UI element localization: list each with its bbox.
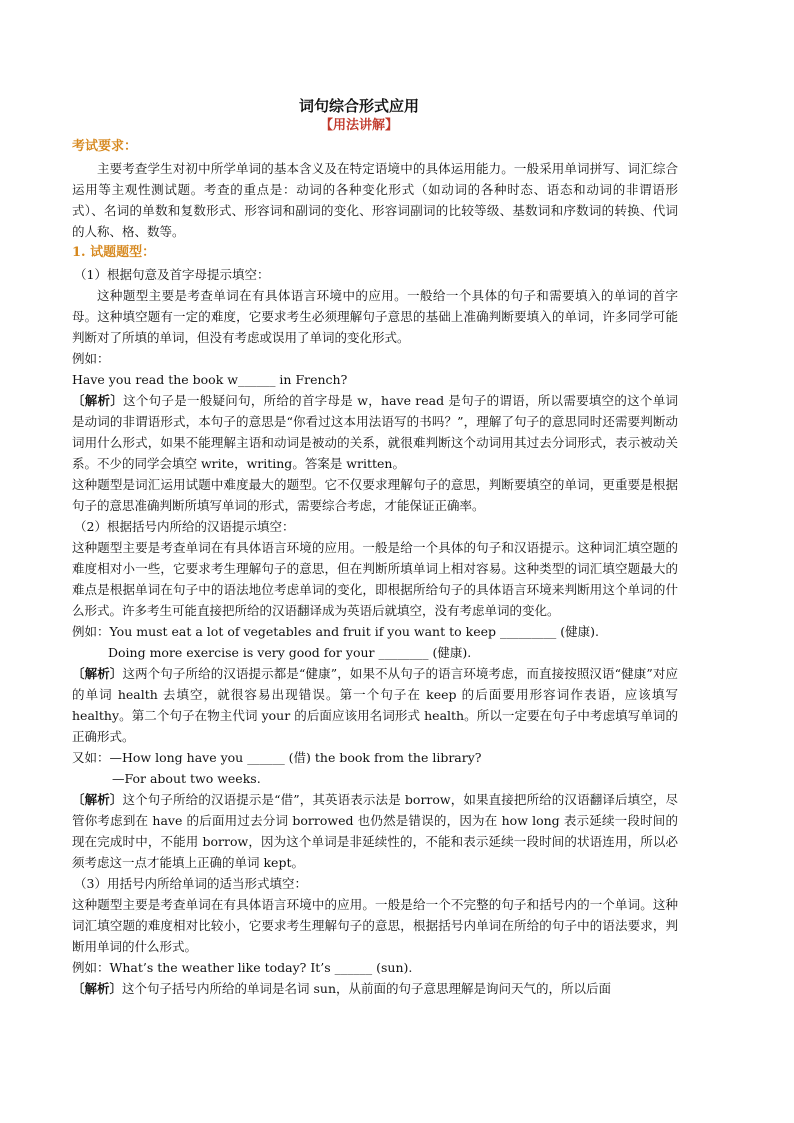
subsection-2-analysis-2 <box>72 789 678 873</box>
subsection-1-analysis <box>72 390 678 474</box>
subsection-2-example-4: —For about two weeks. <box>112 771 261 786</box>
subsection-3-heading: （3）用括号内所给单词的适当形式填空： <box>74 876 307 891</box>
subsection-3-paragraph: 这种题型主要是考查单词在有具体语言环境中的应用。一般是给一个不完整的句子和括号内的一个单词。这种词汇填空题的难度相对比较小，它要求考生理解句子的意思，根据括号内单词在所给的句子中的语法要求，判断用单词的什么形式。 <box>72 897 678 954</box>
analysis-tag: 〔解析〕 <box>72 393 124 408</box>
subsection-2-paragraph: 这种题型主要是考查单词在有具体语言环境的应用。一般是给一个具体的句子和汉语提示。这种词汇填空题的难度相对小一些，它要求考生理解句子的意思，但在判断所填单词上相对容易。这种类型的词汇填空题最大的难点是根据单词在句子中的语法地位考虑单词的变化，即根据所给句子的具体语言环境来判断用这个单词的什么形式。许多考生可能直接把所给的汉语翻译成为英语后就填空，没有考虑单词的变化。 <box>72 540 678 618</box>
analysis-text: 这个句子所给的汉语提示是“借”，其英语表示法是 borrow，如果直接把所给的汉语翻译后填空，尽管你考虑到在 have 的后面用过去分词 borrowed 也仍然是错误的，因为在 how long 表示延续一段时间的现在完成时中，不能用 borrow，因为这个单词是非延续性的，不能和表示延续一段时间的状语连用，所以必须考虑这一点才能填上正确的单词 kept。 <box>72 792 678 870</box>
analysis-tag: 〔解析〕 <box>72 981 123 996</box>
subsection-1-example-label: 例如： <box>72 351 110 366</box>
subsection-3-analysis <box>72 978 678 999</box>
page-title: 词句综合形式应用 <box>298 97 419 115</box>
document-page <box>72 96 678 999</box>
exam-requirements-heading: 考试要求： <box>72 139 138 154</box>
subsection-2-example-3: 又如：—How long have you ______ (借) the book from the library? <box>72 750 482 765</box>
subsection-3-example: 例如：What’s the weather like today? It’s ______ (sun). <box>72 960 413 975</box>
section-question-types-heading: 1. 试题题型： <box>72 245 156 260</box>
subsection-1-paragraph: 这种题型主要是考查单词在有具体语言环境中的应用。一般给一个具体的句子和需要填入的单词的首字母。这种填空题有一定的难度，它要求考生必须理解句子意思的基础上准确判断要填入的单词，许多同学可能判断对了所填的单词，但没有考虑或误用了单词的变化形式。 <box>72 288 678 345</box>
analysis-text: 这个句子括号内所给的单词是名词 sun，从前面的句子意思理解是询问天气的，所以后面 <box>122 981 612 996</box>
analysis-text: 这个句子是一般疑问句，所给的首字母是 w，have read 是句子的谓语，所以需要填空的这个单词是动词的非谓语形式，本句子的意思是“你看过这本用法语写的书吗？”，理解了句子的意思同时还需要判断动词用什么形式，如果不能理解主语和动词是被动的关系，就很难判断这个动词用其过去分词形式，表示被动关系。不少的同学会填空 write，writing。答案是 written。 <box>72 393 678 471</box>
subsection-1-example: Have you read the book w______ in French? <box>72 372 348 387</box>
analysis-tag: 〔解析〕 <box>72 792 123 807</box>
analysis-tag: 〔解析〕 <box>72 666 123 681</box>
analysis-text: 这两个句子所给的汉语提示都是“健康”，如果不从句子的语言环境考虑，而直接按照汉语“健康”对应的单词 health 去填空，就很容易出现错误。第一个句子在 keep 的后面要用形容词作表语，应该填写 healthy。第二个句子在物主代词 your 的后面应该用名词形式 health。所以一定要在句子中考虑填写单词的正确形式。 <box>72 666 678 744</box>
subsection-1-summary: 这种题型是词汇运用试题中难度最大的题型。它不仅要求理解句子的意思，判断要填空的单词，更重要是根据句子的意思准确判断所填写单词的形式，需要综合考虑，才能保证正确率。 <box>72 477 678 513</box>
subsection-1-heading: （1）根据句意及首字母提示填空： <box>74 267 270 282</box>
subsection-2-analysis-1 <box>72 663 678 747</box>
page-subtitle: 【用法讲解】 <box>319 118 398 133</box>
subsection-2-example-1: 例如：You must eat a lot of vegetables and fruit if you want to keep _________ (健康). <box>72 624 599 639</box>
subsection-2-example-2: Doing more exercise is very good for your ________ (健康). <box>108 645 472 660</box>
exam-requirements-text: 主要考查学生对初中所学单词的基本含义及在特定语境中的具体运用能力。一般采用单词拼写、词汇综合运用等主观性测试题。考查的重点是：动词的各种变化形式（如动词的各种时态、语态和动词的非谓语形式）、名词的单数和复数形式、形容词和副词的变化、形容词副词的比较等级、基数词和序数词的转换、代词的人称、格、数等。 <box>72 161 678 239</box>
subsection-2-heading: （2）根据括号内所给的汉语提示填空： <box>74 519 295 534</box>
